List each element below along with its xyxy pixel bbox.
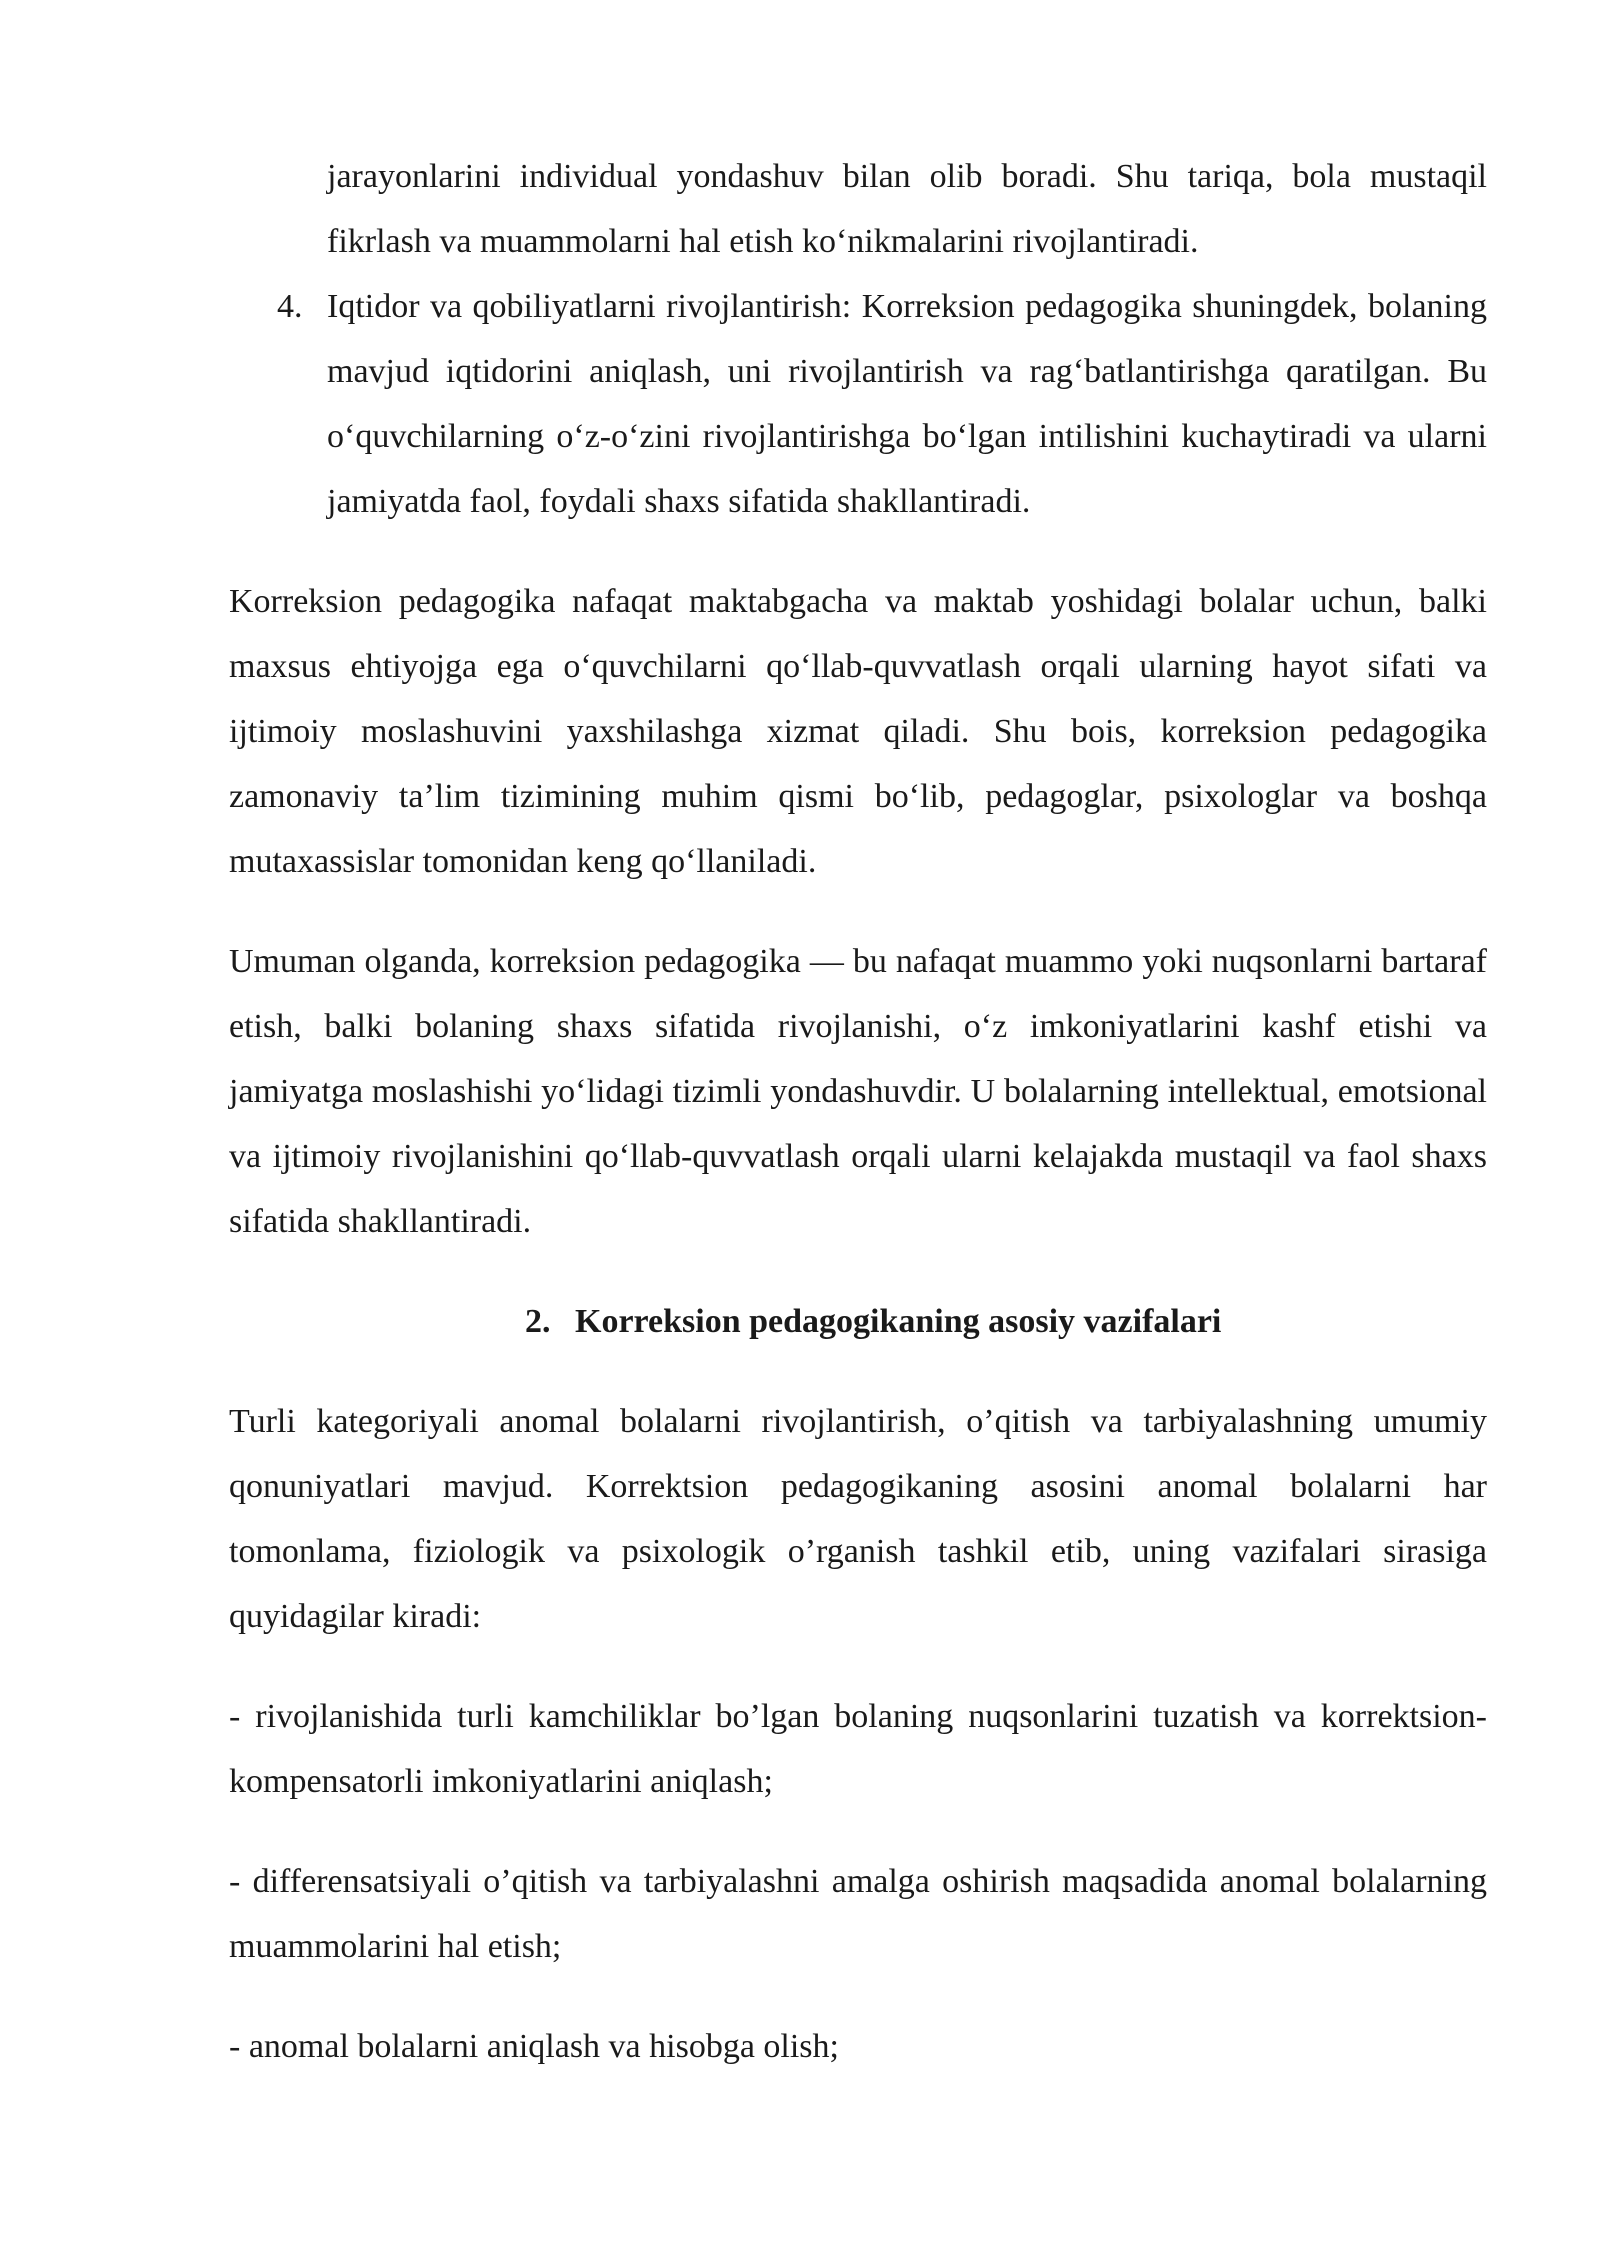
section-heading	[525, 1289, 1487, 1354]
paragraph: Umuman olganda, korreksion pedagogika — bu nafaqat muammo yoki nuqsonlarni bartaraf etish, balki bolaning shaxs sifatida rivojlanishi, o‘z imkoniyatlarini kashf etishi va jamiyatga moslashishi yo‘lidagi tizimli yondashuvdir. U bolalarning intellektual, emotsional va ijtimoiy rivojlanishini qo‘llab-quvvatlash orqali ularni kelajakda mustaqil va faol shaxs sifatida shakllantiradi.	[229, 943, 1487, 1240]
task-item: - rivojlanishida turli kamchiliklar bo’lgan bolaning nuqsonlarini tuzatish va korrektsion-kompensatorli imkoniyatlarini aniqlash;	[229, 1698, 1487, 1800]
intro-paragraph: Turli kategoriyali anomal bolalarni rivojlantirish, o’qitish va tarbiyalashning umumiy qonuniyatlari mavjud. Korrektsion pedagogikaning asosini anomal bolalarni har tomonlama, fiziologik va psixologik o’rganish tashkil etib, uning vazifalari sirasiga quyidagilar kiradi:	[229, 1403, 1487, 1635]
list-item-4	[229, 274, 1487, 534]
list-item-text: Iqtidor va qobiliyatlarni rivojlantirish: Korreksion pedagogika shuningdek, bolaning mavjud iqtidorini aniqlash, uni rivojlantirish va rag‘batlantirishga qaratilgan. Bu o‘quvchilarning o‘z-o‘zini rivojlantirishga bo‘lgan intilishini kuchaytiradi va ularni jamiyatda faol, foydali shaxs sifatida shakllantiradi.	[327, 288, 1487, 520]
list-item-number: 4.	[277, 288, 303, 325]
page-content	[229, 144, 1487, 2079]
section-title: Korreksion pedagogikaning asosiy vazifalari	[575, 1303, 1222, 1340]
task-item: - differensatsiyali o’qitish va tarbiyalashni amalga oshirish maqsadida anomal bolalarning muammolarini hal etish;	[229, 1863, 1487, 1965]
list-item-3-continuation: jarayonlarini individual yondashuv bilan olib boradi. Shu tariqa, bola mustaqil fikrlash va muammolarni hal etish ko‘nikmalarini rivojlantiradi.	[327, 158, 1487, 260]
section-number: 2.	[525, 1303, 551, 1340]
paragraph: Korreksion pedagogika nafaqat maktabgacha va maktab yoshidagi bolalar uchun, balki maxsus ehtiyojga ega o‘quvchilarni qo‘llab-quvvatlash orqali ularning hayot sifati va ijtimoiy moslashuvini yaxshilashga xizmat qiladi. Shu bois, korreksion pedagogika zamonaviy ta’lim tizimining muhim qismi bo‘lib, pedagoglar, psixologlar va boshqa mutaxassislar tomonidan keng qo‘llaniladi.	[229, 583, 1487, 880]
task-item: - anomal bolalarni aniqlash va hisobga olish;	[229, 2028, 839, 2065]
